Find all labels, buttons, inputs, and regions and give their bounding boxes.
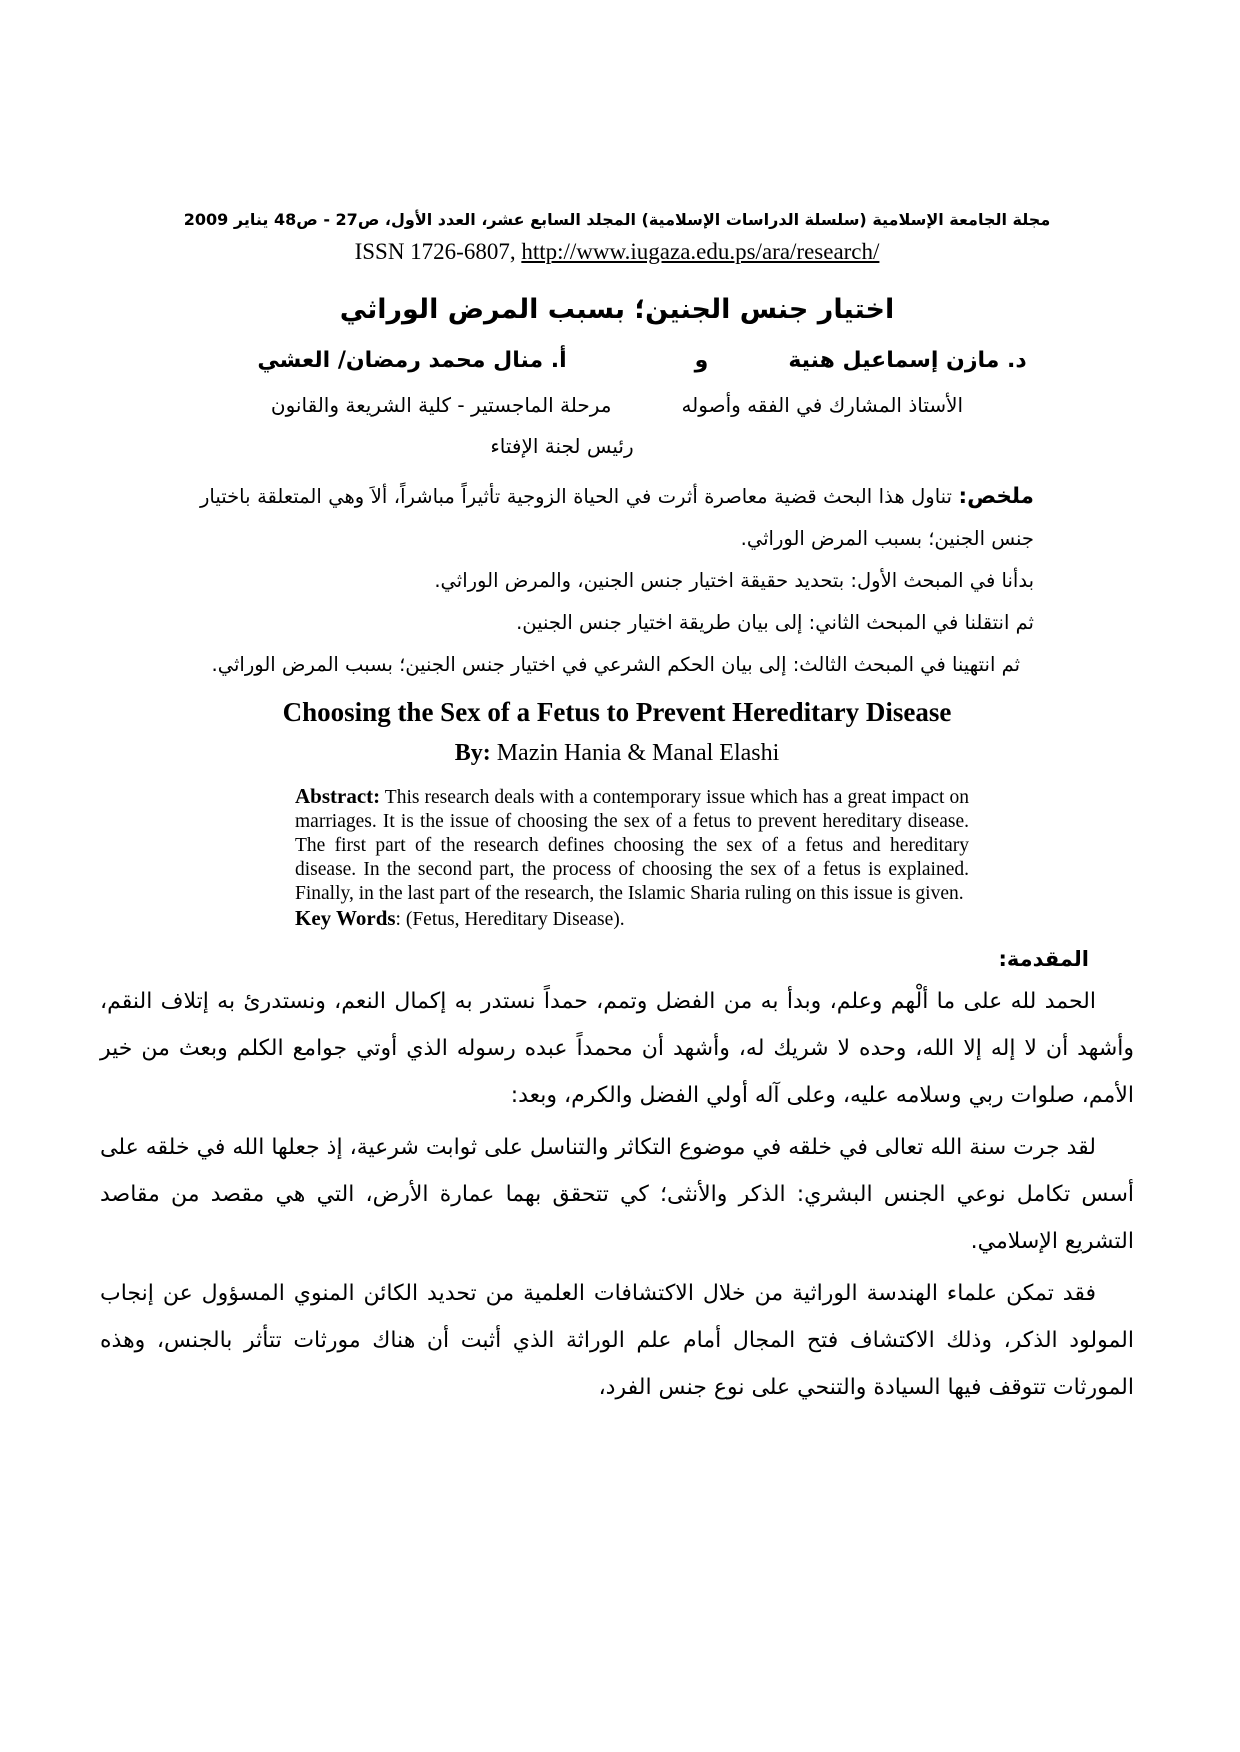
english-abstract — [295, 784, 969, 932]
journal-header-line: مجلة الجامعة الإسلامية (سلسلة الدراسات الإسلامية) المجلد السابع عشر، العدد الأول، ص27 - ص48 يناير 2009 — [183, 210, 1051, 229]
arabic-abstract-paragraph-1: ملخص: تناول هذا البحث قضية معاصرة أثرت في الحياة الزوجية تأثيراً مباشراً، ألاَ وهي المتعلقة باختيار جنس الجنين؛ بسبب المرض الوراثي. — [200, 484, 1034, 550]
english-title: Choosing the Sex of a Fetus to Prevent Hereditary Disease — [282, 697, 952, 727]
research-url-link[interactable]: http://www.iugaza.edu.ps/ara/research/ — [521, 239, 880, 264]
affiliations-row — [100, 391, 1134, 419]
arabic-abstract-label: ملخص: — [958, 484, 1034, 509]
affiliation-author-1-role: رئيس لجنة الإفتاء — [490, 434, 634, 458]
affiliation-author-2: مرحلة الماجستير - كلية الشريعة والقانون — [270, 393, 612, 417]
issn-line — [100, 238, 1134, 266]
author-1: د. مازن إسماعيل هنية — [788, 348, 1027, 373]
arabic-abstract-paragraph-3: ثم انتقلنا في المبحث الثاني: إلى بيان طريقة اختيار جنس الجنين. — [516, 611, 1034, 634]
byline — [100, 738, 1134, 769]
arabic-abstract — [200, 476, 1034, 686]
affiliation-author-1: الأستاذ المشارك في الفقه وأصوله — [681, 393, 964, 417]
introduction-heading: المقدمة: — [998, 947, 1089, 971]
author-2: أ. منال محمد رمضان/ العشي — [257, 348, 567, 373]
by-label: By: — [454, 740, 491, 766]
by-names: Mazin Hania & Manal Elashi — [496, 740, 780, 766]
introduction-paragraph-2: لقد جرت سنة الله تعالى في خلقه في موضوع التكاثر والتناسل على ثوابت شرعية، إذ جعلها الله في خلقه على أسس تكامل نوعي الجنس البشري: الذكر والأنثى؛ كي تتحقق بهما عمارة الأرض، التي هي مقصد من مقاصد التشريع الإسلامي. — [100, 1135, 1134, 1254]
english-abstract-paragraph: Abstract: This research deals with a contemporary issue which has a great impact on marriages. It is the issue of choosing the sex of a fetus to prevent hereditary disease. The first part of the research defines choosing the sex of a fetus and hereditary disease. In the second part, the process of choosing the sex of a fetus is explained. Finally, in the last part of the research, the Islamic Sharia ruling on this issue is given. — [295, 784, 969, 904]
introduction-paragraph-3: فقد تمكن علماء الهندسة الوراثية من خلال الاكتشافات العلمية من تحديد الكائن المنوي المسؤول عن إنجاب المولود الذكر، وذلك الاكتشاف فتح المجال أمام علم الوراثة الذي أثبت أن هناك مورثات تتأثر بالجنس، وهذه المورثات تتوقف فيها السيادة والتنحي على نوع جنس الفرد، — [100, 1281, 1134, 1400]
authors-separator: و — [694, 348, 709, 373]
introduction-body — [100, 978, 1134, 1411]
introduction-paragraph-1: الحمد لله على ما ألْهم وعلم، وبدأ به من الفضل وتمم، حمداً نستدر به إكمال النعم، ونستدرئ به إتلاف النقم، وأشهد أن لا إله إلا الله، وحده لا شريك له، وأشهد أن محمداً عبده رسوله الذي أوتي جوامع الكلم وبعث من خير الأمم، صلوات ربي وسلامه عليه، وعلى آله أولي الفضل والكرم، وبعد: — [100, 989, 1134, 1108]
arabic-abstract-paragraph-2: بدأنا في المبحث الأول: بتحديد حقيقة اختيار جنس الجنين، والمرض الوراثي. — [434, 569, 1034, 592]
arabic-abstract-paragraph-4: ثم انتهينا في المبحث الثالث: إلى بيان الحكم الشرعي في اختيار جنس الجنين؛ بسبب المرض الوراثي. — [211, 653, 1020, 676]
issn-text: ISSN 1726-6807, — [354, 239, 522, 264]
keywords-label: Key Words — [295, 906, 396, 930]
english-abstract-label: Abstract: — [295, 784, 381, 808]
keywords-line: Key Words: (Fetus, Hereditary Disease). — [295, 906, 625, 930]
authors-row — [125, 346, 1159, 376]
arabic-title: اختيار جنس الجنين؛ بسبب المرض الوراثي — [339, 294, 895, 325]
